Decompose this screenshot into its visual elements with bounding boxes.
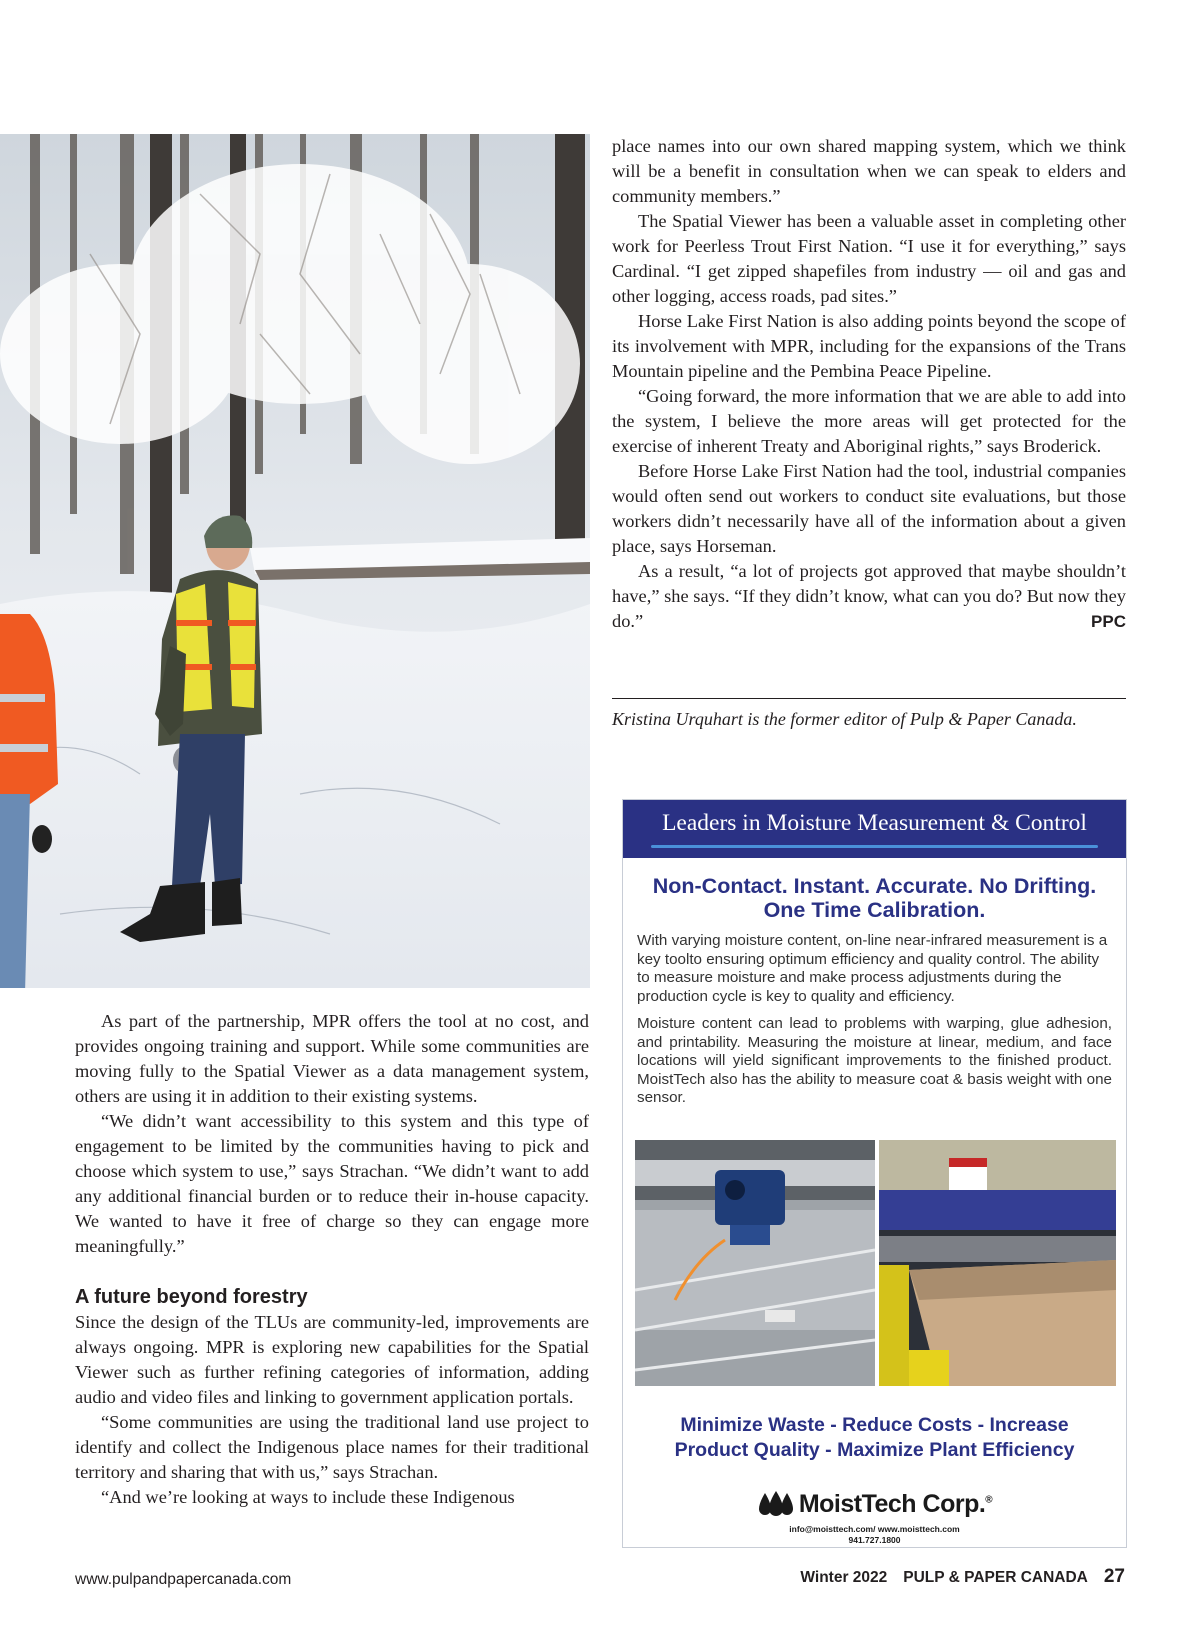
paragraph: The Spatial Viewer has been a valuable asset in completing other work for Peerless Trout First Nation. “I use it for everything,” says Cardinal. “I get zipped shapefiles from industry — oil and gas and other logging, access roads, pad sites.” [612,211,1126,306]
ad-product-images [635,1140,1116,1386]
sensor-machine-image [635,1140,875,1386]
logo-wordmark [799,1490,992,1519]
ad-tagline [631,1413,1118,1463]
ad-banner-title: Leaders in Moisture Measurement & Control [662,810,1087,836]
paragraph: Horse Lake First Nation is also adding points beyond the scope of its involvement with MPR, including for the expansions of the Trans Mountain pipeline and the Pembina Peace Pipeline. [612,311,1126,381]
page-number: 27 [1103,1566,1125,1587]
ad-body [637,932,1112,1108]
paragraph: “Some communities are using the traditional land use project to identify and collect the Indigenous place names for their traditional territory and sharing that with us,” says Strachan. [75,1412,589,1482]
snowy-forest-photo [0,134,590,988]
bio-divider [612,698,1126,699]
production-line-image [879,1140,1116,1386]
moisttech-logo[interactable] [623,1490,1126,1546]
section-subhead: A future beyond forestry [75,1286,308,1308]
paragraph: Before Horse Lake First Nation had the tool, industrial companies would often send out workers to conduct site evaluations, but those workers didn’t necessarily have all of the information about a given place, says Horseman. [612,461,1126,556]
footer-issue: Winter 2022 [800,1569,888,1586]
author-bio: Kristina Urquhart is the former editor of Pulp & Paper Canada. [612,709,1077,729]
ad-tagline-line: Minimize Waste - Reduce Costs - Increase [680,1414,1069,1436]
ad-contact-phone: 941.727.1800 [848,1534,901,1545]
ad-tagline-line: Product Quality - Maximize Plant Efficiency [674,1439,1075,1461]
article-right-column [612,134,1126,634]
paragraph-text: As a result, “a lot of projects got approved that maybe shouldn’t have,” she says. “If they didn’t know, what can you do? But now they do.” [612,561,1126,631]
paragraph: As part of the partnership, MPR offers the tool at no cost, and provides ongoing training and support. While some communities are moving fully to the Spatial Viewer as a data management system, others are using it in addition to their existing systems. [75,1011,589,1106]
ad-headline: Non-Contact. Instant. Accurate. No Drifting. One Time Calibration. [652,874,1097,922]
footer-website[interactable]: www.pulpandpapercanada.com [75,1571,292,1588]
paragraph: “We didn’t want accessibility to this system and this type of engagement to be limited by the communities having to pick and choose which system to use,” says Strachan. “We didn’t want to add any additional financial burden or to reduce their in-house capacity. We wanted to have it free of charge so they can engage more meaningfully.” [75,1111,589,1256]
end-mark: PPC [1091,612,1126,631]
paragraph: Since the design of the TLUs are community-led, improvements are always ongoing. MPR is exploring new capabilities for the Spatial Viewer such as further refining categories of information, adding audio and video files and linking to government application portals. [75,1312,589,1407]
footer-folio [800,1566,1125,1588]
logo-name: MoistTech Corp. [798,1490,986,1518]
footer-publication: PULP & PAPER CANADA [903,1569,1088,1586]
ad-banner-underline [651,845,1098,848]
ad-banner [623,800,1126,858]
article-photo [0,134,590,988]
paragraph: “Going forward, the more information that we are able to add into the system, I believe the more areas will get protected for the exercise of inherent Treaty and Aboriginal rights,” says Broderick. [612,386,1126,456]
paragraph-with-endmark [612,559,1126,634]
ad-body-paragraph: With varying moisture content, on-line near-infrared measurement is a key toolto ensuring optimum efficiency and quality control. The ability to measure moisture and make process adjustments during the production cycle is key to quality and efficiency. [637,932,1108,1005]
ad-body-paragraph: Moisture content can lead to problems with warping, glue adhesion, and printability. Measuring the moisture at linear, medium, and face locations will yield significant improvements to the finished product. MoistTech also has the ability to measure coat & basis weight with one sensor. [637,1015,1112,1106]
paragraph: place names into our own shared mapping system, which we think will be a benefit in consultation when we can speak to elders and community members.” [612,136,1126,206]
ad-contact-web[interactable]: info@moisttech.com/ www.moisttech.com [789,1523,960,1534]
registered-mark: ® [985,1494,993,1506]
water-drops-icon [757,1491,795,1519]
ad-contact-info [623,1524,1126,1546]
article-left-column [75,1009,589,1510]
paragraph: “And we’re looking at ways to include these Indigenous [101,1487,515,1507]
moisttech-advertisement[interactable] [622,799,1127,1548]
